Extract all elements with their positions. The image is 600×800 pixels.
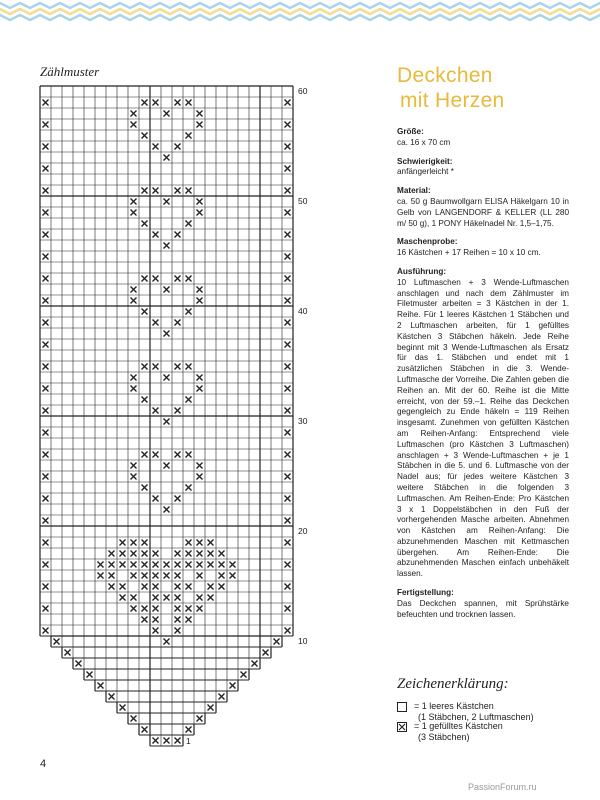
filled-square-mark [153,452,159,458]
filled-square-mark [43,342,49,348]
filled-square-mark [175,188,181,194]
filled-square-mark [131,111,137,117]
filled-square-mark [109,694,115,700]
filled-square-mark [43,606,49,612]
filled-square-mark [43,386,49,392]
filled-square-mark [175,595,181,601]
filled-square-mark [153,595,159,601]
section-heading: Fertigstellung: [397,588,454,598]
filled-square-mark [285,408,291,414]
filled-square-mark [153,496,159,502]
filled-square-mark [285,452,291,458]
filled-square-mark [76,661,82,667]
filled-square-mark [252,661,258,667]
filled-square-mark [175,606,181,612]
filled-square-mark [263,650,269,656]
filled-square-mark [153,408,159,414]
filled-square-mark [153,232,159,238]
filled-square-mark [43,298,49,304]
section-text: anfängerleicht * [397,167,454,177]
row-label: 10 [298,636,308,646]
filled-square-mark [285,496,291,502]
filled-square-mark [142,133,148,139]
filled-square-mark [208,595,214,601]
filled-square-mark [142,617,148,623]
filled-square-mark [142,188,148,194]
filled-square-mark [65,650,71,656]
filled-square-mark [285,276,291,282]
filled-square-mark [175,364,181,370]
filled-square-mark [164,287,170,293]
filled-square-mark [142,397,148,403]
filled-square-mark [285,430,291,436]
filled-square-mark [131,540,137,546]
filled-square-mark [120,595,126,601]
filled-square-mark [153,551,159,557]
filled-square-mark [142,276,148,282]
filled-square-mark [285,144,291,150]
filled-square-mark [142,309,148,315]
filled-square-mark [219,573,225,579]
filled-square-mark [142,485,148,491]
filled-square-mark [197,474,203,480]
filled-square-mark [285,584,291,590]
filled-square-mark [131,474,137,480]
filled-square-mark [230,562,236,568]
filled-square-mark [43,144,49,150]
filled-square-mark [164,419,170,425]
filled-square-mark [175,452,181,458]
section-material [397,186,569,229]
filled-square-mark [219,584,225,590]
filled-square-mark [197,287,203,293]
legend-title: Zeichenerklärung: [397,676,509,692]
filled-square-mark [131,463,137,469]
filled-square-mark [285,100,291,106]
section-gauge [397,237,569,259]
filled-square-mark [186,309,192,315]
filled-square-mark [153,188,159,194]
filled-square-mark [208,562,214,568]
section-text: 10 Luftmaschen + 3 Wende-Luftmaschen anschlagen und nach dem Zählmuster im Filetmuster arbeiten = 3 Kästchen in der 1. Reihe. Für 1 leeres Kästchen 1 Stäbchen und 2 Luftmaschen arbeiten, für 1 gefülltes Kästchen 3 Stäbchen häkeln. Jede Reihe beginnt mit 3 Wende-Luftmaschen als Ersatz für das 1. Stäbchen und endet mit 1 zusätzlichen Stäbchen in die 3. Wende-Luftmasche der Vorreihe. Die Zahlen geben die Reihen an. Mit der 60. Reihe ist die Mitte erreicht, von der 59.–1. Reihe das Deckchen gegengleich zu Ende häkeln = 119 Reihen insgesamt. Zunehmen von gefüllten Kästchen am Reihen-Anfang: Entsprechend viele Luftmaschen (pro Kästchen 3 Luftmaschen) anschlagen + 3 Wende-Luftmaschen + je 1 Stäbchen in die 5. und 6. Luftmasche von der Nadel aus; für jedes weitere Kästchen 3 weitere Stäbchen in die folgenden 3 Luftmaschen. Am Reihen-Ende: Pro Kästchen 3 x 1 Doppelstäbchen in den Fuß der vorhergehenden Masche arbeiten. Abnehmen von Kästchen am Reihen-Anfang: Die abzunehmenden Maschen mit Kettmaschen übergehen. Am Reihen-Ende: Die abzunehmenden Maschen einfach unbehäkelt lassen. [397,277,569,579]
filled-square-mark [142,606,148,612]
filled-square-icon [397,722,407,732]
legend-filled-line2: (3 Stäbchen) [418,732,470,742]
filled-square-mark [285,232,291,238]
section-size [397,127,569,149]
filled-square-mark [153,320,159,326]
filled-square-mark [197,386,203,392]
filled-square-mark [197,606,203,612]
row-label: 60 [298,86,308,96]
filled-square-mark [164,639,170,645]
filled-square-mark [131,562,137,568]
filled-square-mark [197,716,203,722]
filled-square-mark [153,606,159,612]
filled-square-mark [197,210,203,216]
chart-title: Zählmuster [40,64,100,79]
filled-square-mark [153,562,159,568]
filled-square-mark [208,705,214,711]
filled-square-mark [285,254,291,260]
filled-square-mark [131,298,137,304]
filled-square-mark [153,364,159,370]
filled-square-mark [285,210,291,216]
filled-square-mark [285,628,291,634]
filled-square-mark [164,111,170,117]
filled-square-mark [186,276,192,282]
filled-square-mark [197,375,203,381]
filled-square-mark [43,452,49,458]
section-heading: Material: [397,186,431,196]
filled-square-mark [197,595,203,601]
pattern-title [397,63,569,113]
filled-square-mark [175,551,181,557]
filled-square-mark [186,397,192,403]
filled-square-mark [164,507,170,513]
row-label: 20 [298,526,308,536]
row-label: 30 [298,416,308,426]
filled-square-mark [186,617,192,623]
filled-square-mark [98,562,104,568]
filled-square-mark [285,320,291,326]
filled-square-mark [43,408,49,414]
filled-square-mark [54,639,60,645]
legend-empty-line1: = 1 leeres Kästchen [414,701,494,711]
filled-square-mark [175,276,181,282]
filled-square-mark [43,518,49,524]
filled-square-mark [285,474,291,480]
section-heading: Maschenprobe: [397,237,458,247]
filled-square-mark [109,551,115,557]
filled-square-mark [175,144,181,150]
filled-square-mark [131,386,137,392]
filled-square-mark [131,210,137,216]
filled-square-mark [120,540,126,546]
watermark: PassionForum.ru [468,782,537,792]
filled-square-mark [142,727,148,733]
filled-square-mark [43,474,49,480]
filled-square-mark [164,463,170,469]
filled-square-mark [98,683,104,689]
filled-square-mark [175,617,181,623]
filled-square-mark [219,562,225,568]
filled-square-mark [153,584,159,590]
filled-square-mark [219,694,225,700]
legend-filled-line1: = 1 gefülltes Kästchen [414,721,503,731]
filled-square-mark [142,584,148,590]
filled-square-mark [186,551,192,557]
pattern-title-line2: mit Herzen [400,89,505,112]
filled-square-mark [142,364,148,370]
row-label: 50 [298,196,308,206]
filled-square-mark [241,672,247,678]
filled-square-mark [43,188,49,194]
filled-square-mark [43,122,49,128]
filled-square-mark [87,672,93,678]
filled-square-mark [186,188,192,194]
filled-square-mark [175,738,181,744]
filled-square-mark [153,276,159,282]
filled-square-mark [186,584,192,590]
filled-square-mark [230,683,236,689]
filled-square-mark [186,221,192,227]
filled-square-mark [43,562,49,568]
filled-square-mark [285,298,291,304]
filled-square-mark [109,584,115,590]
filled-square-mark [131,595,137,601]
filled-square-mark [142,540,148,546]
filled-square-mark [186,364,192,370]
filled-square-mark [43,232,49,238]
filled-square-mark [131,551,137,557]
section-finishing [397,588,569,620]
filled-square-mark [43,540,49,546]
filled-square-mark [175,573,181,579]
filled-square-mark [43,628,49,634]
page-number: 4 [40,758,47,770]
filled-square-mark [131,375,137,381]
filled-square-mark [164,199,170,205]
filled-square-mark [153,144,159,150]
filled-square-mark [131,716,137,722]
filled-square-mark [186,727,192,733]
section-text: ca. 50 g Baumwollgarn ELISA Häkelgarn 10 in Gelb von LANGENDORF & KELLER (LL 280 m/ 50 g), 1 PONY Häkelnadel Nr. 1,5–1,75. [397,196,569,228]
filled-square-mark [153,738,159,744]
filled-square-mark [43,496,49,502]
filled-square-mark [164,562,170,568]
row-label: 1 [186,736,191,746]
instructions-column [397,63,569,620]
filled-square-mark [43,210,49,216]
filled-square-mark [120,551,126,557]
filled-square-mark [175,100,181,106]
filled-square-mark [153,628,159,634]
section-difficulty [397,157,569,179]
filled-square-mark [186,562,192,568]
filled-square-mark [142,573,148,579]
filled-square-mark [285,122,291,128]
filled-square-mark [197,540,203,546]
filled-square-mark [285,342,291,348]
filled-square-mark [164,573,170,579]
filled-square-mark [219,551,225,557]
filled-square-mark [186,452,192,458]
filled-square-mark [43,166,49,172]
filled-square-mark [164,155,170,161]
filled-square-mark [197,111,203,117]
filled-square-mark [175,628,181,634]
filled-square-mark [285,364,291,370]
filled-square-mark [131,122,137,128]
filled-square-mark [197,298,203,304]
filled-square-mark [175,584,181,590]
filled-square-mark [164,331,170,337]
filled-square-mark [98,573,104,579]
filled-square-mark [285,540,291,546]
filled-square-mark [285,562,291,568]
filled-square-mark [186,606,192,612]
filled-square-mark [131,573,137,579]
filled-square-mark [274,639,280,645]
filled-square-mark [197,199,203,205]
filled-square-mark [285,386,291,392]
filled-square-mark [285,606,291,612]
filled-square-mark [197,562,203,568]
filled-square-mark [131,606,137,612]
filled-square-mark [43,100,49,106]
filled-square-mark [186,485,192,491]
filled-square-mark [43,276,49,282]
filled-square-mark [109,573,115,579]
filled-square-mark [43,254,49,260]
filled-square-mark [164,375,170,381]
section-text: ca. 16 x 70 cm [397,137,451,147]
filled-square-mark [43,364,49,370]
filled-square-mark [142,221,148,227]
filled-square-mark [175,496,181,502]
filled-square-mark [197,122,203,128]
filled-square-mark [131,287,137,293]
section-heading: Schwierigkeit: [397,156,453,166]
filled-square-mark [120,705,126,711]
filled-square-mark [120,584,126,590]
filled-square-mark [285,518,291,524]
filled-square-mark [142,551,148,557]
filled-square-mark [142,452,148,458]
filled-square-mark [153,573,159,579]
filled-square-mark [164,595,170,601]
section-heading: Ausführung: [397,266,447,276]
filled-square-mark [120,562,126,568]
filled-square-mark [43,430,49,436]
filled-square-mark [230,573,236,579]
empty-square-icon [397,702,407,712]
filled-square-mark [43,584,49,590]
filled-square-mark [197,551,203,557]
row-label: 40 [298,306,308,316]
filled-square-mark [109,562,115,568]
filled-square-mark [208,540,214,546]
section-heading: Größe: [397,127,424,136]
filled-square-mark [43,320,49,326]
filled-square-mark [186,100,192,106]
filled-square-mark [153,100,159,106]
section-instructions [397,267,569,580]
filled-square-mark [285,166,291,172]
filled-square-mark [285,188,291,194]
filled-square-mark [186,540,192,546]
filled-square-mark [164,243,170,249]
filled-square-mark [175,320,181,326]
filled-square-mark [186,133,192,139]
filled-square-mark [175,232,181,238]
filled-square-mark [131,199,137,205]
filled-square-mark [197,463,203,469]
filled-square-mark [142,100,148,106]
pattern-title-line1: Deckchen [397,64,493,87]
filled-square-mark [164,738,170,744]
filled-square-mark [208,584,214,590]
section-text: Das Deckchen spannen, mit Sprühstärke befeuchten und trocknen lassen. [397,598,569,619]
chart-grid [40,86,293,746]
filled-square-mark [197,573,203,579]
filled-square-mark [175,562,181,568]
section-text: 16 Kästchen + 17 Reihen = 10 x 10 cm. [397,248,541,258]
legend-empty-line2: (1 Stäbchen, 2 Luftmaschen) [418,712,534,722]
filled-square-mark [175,408,181,414]
filled-square-mark [153,617,159,623]
filled-square-mark [208,551,214,557]
filled-square-mark [142,562,148,568]
